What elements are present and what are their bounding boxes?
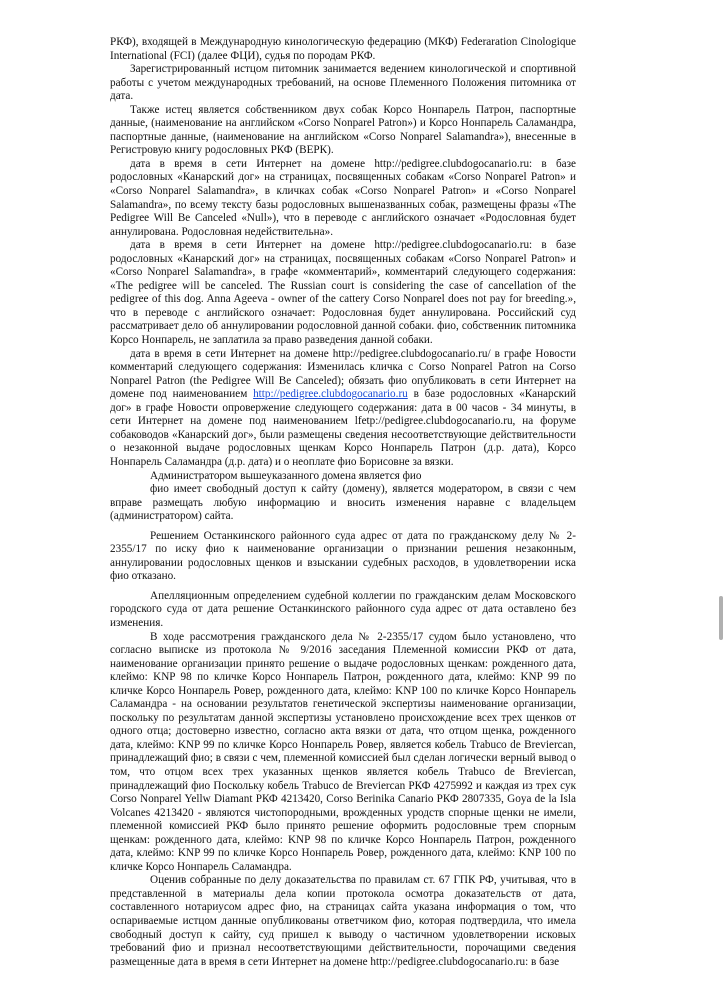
- paragraph-6-before: дата в время в сети Интернет на домене http://pedigree.clubdogocanario.ru/ в графе Новости комментарий следующего содержания: Изменилась кличка с Corso Nonparel Patron на Corso Nonparel Patron (the Pedigree Will Be Canceled); обязать фио опубликовать в сети Интернет на домене под наименованием: [110, 347, 576, 401]
- paragraph-evaluation: Оценив собранные по делу доказательства по правилам ст. 67 ГПК РФ, учитывая, что в представленной в материалы дела копии протокола осмотра доказательств от дата, составленного нотариусом адрес фио, на страницах сайта указана информация о том, что оспариваемые истцом данные опубликованы ответчиком фио, которая подтвердила, что имела свободный доступ к сайту, суд пришел к выводу о частичном удовлетворении исковых требований фио и признал несоответствующими действительности, порочащими сведения размещенные дата в время в сети Интернет на домене http://pedigree.clubdogocanario.ru: в базе: [110, 874, 576, 968]
- admin-paragraph: фио имеет свободный доступ к сайту (домену), является модератором, в связи с чем вправе размещать любую информацию и вносить изменения наравне с владельцем (администратором) сайта.: [110, 483, 576, 523]
- paragraph-6-after: в базе родословных «Канарский дог» в графе Новости опровержение следующего содержания: дата в 00 часов - 34 минуты, в сети Интернет на домене под наименованием lfetp://pedigree.clubdogocanario.ru, на форуме собаководов «Канарский дог», были размещены сведения несоответствующие действительности о незаконной выдаче родословных щенкам Корсо Нонпарель Патрон (д.р. дата), Корсо Нонпарель Саламандра (д.р. дата) и о неоплате фио Борисовне за вязки.: [110, 388, 576, 468]
- document-body: [110, 36, 576, 969]
- paragraph-appeal: Апелляционным определением судебной коллегии по гражданским делам Московского городского суда от дата решение Останкинского районного суда адрес от дата оставлено без изменения.: [110, 589, 576, 629]
- paragraph-2: Зарегистрированный истцом питомник занимается ведением кинологической и спортивной работы с учетом международных требований, на основе Племенного Положения питомника от дата.: [110, 63, 576, 103]
- paragraph-5: дата в время в сети Интернет на домене http://pedigree.clubdogocanario.ru: в базе родословных «Канарский дог» на страницах, посвященных собакам «Corso Nonparel Patron» и «Corso Nonparel Salamandra», в графе «комментарий», комментарий следующего содержания: «The pedigree will be canceled. The Russian court is considering the case of cancellation of the pedigree of this dog. Anna Ageeva - owner of the cattery Corso Nonparel does not pay for breeding.», что в переводе с английского означает: Родословная будет аннулирована. Российский суд рассматривает дело об аннулировании родословной данной собаки. фио, собственник питомника Корсо Нонпарель, не заплатила за право разведения данной собаки.: [110, 239, 576, 347]
- admin-line: Администратором вышеуказанного домена является фио: [150, 469, 422, 482]
- paragraph-4: дата в время в сети Интернет на домене http://pedigree.clubdogocanario.ru: в базе родословных «Канарский дог» на страницах, посвященных собакам «Corso Nonparel Patron» и «Corso Nonparel Salamandra», в кличках собак «Corso Nonparel Patron» и «Corso Nonparel Salamandra», по всему тексту базы родословных вышеназванных собак, размещены фразы «The Pedigree Will Be Canceled «Null»), что в переводе с английского означает «Родословная будет аннулирована. Родословная недействительна».: [110, 157, 576, 238]
- paragraph-decision: Решением Останкинского районного суда адрес от дата по гражданскому делу № 2-2355/17 по иску фио к наименование организации о признании решения незаконным, аннулировании родословных щенков и взыскании судебных расходов, в удовлетворении иска фио отказано.: [110, 529, 576, 583]
- scrollbar-thumb[interactable]: [719, 596, 723, 640]
- paragraph-6: [110, 348, 576, 470]
- pedigree-link[interactable]: http://pedigree.clubdogocanario.ru: [253, 388, 408, 401]
- paragraph-1: РКФ), входящей в Международную кинологическую федерацию (МКФ) Federaration Cinologique International (FCI) (далее ФЦИ), судья по породам РКФ.: [110, 36, 576, 62]
- paragraph-3: Также истец является собственником двух собак Корсо Нонпарель Патрон, паспортные данные, (наименование на английском «Corso Nonparel Patron») и Корсо Нонпарель Саламандра, паспортные данные, (наименование на английском «Corso Nonparel Salamandra»), внесенные в Регистровую книгу родословных РКФ (ВЕРК).: [110, 103, 576, 157]
- paragraph-case-findings: В ходе рассмотрения гражданского дела № 2-2355/17 судом было установлено, что согласно выписке из протокола № 9/2016 заседания Племенной комиссии РКФ от дата, наименование организации принято решение о выдаче родословных щенкам: рожденного дата, клеймо: KNP 98 по кличке Корсо Нонпарель Патрон, рожденного дата, клеймо: KNP 99 по кличке Корсо Нонпарель Ровер, рожденного дата, клеймо: KNP 100 по кличке Корсо Нонпарель Саламандра - на основании результатов генетической экспертизы наименование организации, поскольку по результатам данной экспертизы установлено происхождение всех трех щенков от одного отца; достоверно известно, согласно акта вязки от дата, что отцом щенка, рожденного дата, клеймо: KNP 99 по кличке Корсо Нонпарель Ровер, является кобель Trabuco de Breviercan, принадлежащий фио; в связи с чем, племенной комиссией был сделан логически верный вывод о том, что отцом всех трех указанных щенков является кобель Trabuco de Breviercan, принадлежащий фио Поскольку кобель Trabuco de Breviercan РКФ 4275992 и каждая из трех сук Corso Nonparel Yellw Diamant РКФ 4213420, Corso Berinika Canario РКФ 2807335, Goya de la Isla Volcanes 4213420 - являются чистопородными, врожденных уродств спорные щенки не имели, племенной комиссией РКФ было принято решение оформить родословные трем спорным щенкам: рожденного дата, клеймо: KNP 98 по кличке Корсо Нонпарель Патрон, рожденного дата, клеймо: KNP 99 по кличке Корсо Нонпарель Ровер, рожденного дата, клеймо: KNP 100 по кличке Корсо Нонпарель Саламандра.: [110, 630, 576, 873]
